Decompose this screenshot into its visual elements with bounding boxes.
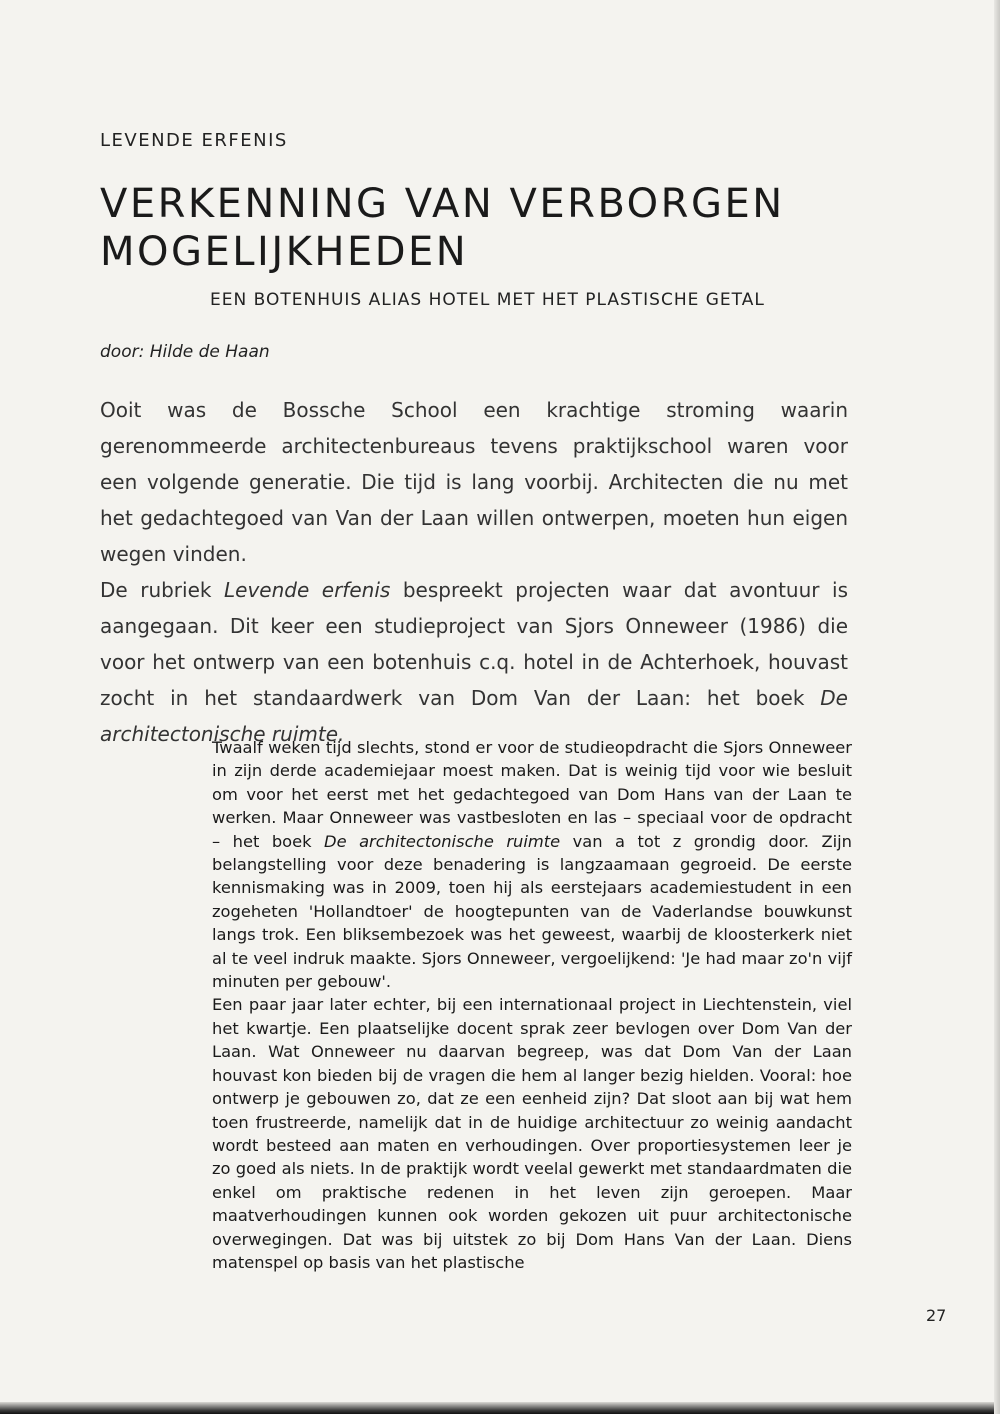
body-p1-text-a: Twaalf weken tijd slechts, stond er voor de studieopdracht die Sjors Onneweer in zijn derde academiejaar moest maken. Dat is weinig tijd voor wie besluit om voor het eerst met het gedachtegoed van Dom Hans van der Laan te werken. Maar Onneweer was vastbesloten en las – speciaal voor de opdracht – het boek (212, 738, 852, 851)
body-text (212, 736, 852, 1274)
intro-p2-italic-2: De architectonische ruimte. (100, 686, 848, 746)
body-p1-text-b: van a tot z grondig door. Zijn belangstelling voor deze benadering is langzaamaan gegroeid. De eerste kennismaking was in 2009, toen hij als eerstejaars academiestudent in een zogeheten 'Hollandtoer' de hoogtepunten van de Vaderlandse bouwkunst langs trok. Een bliksembezoek was het geweest, waarbij de kloosterkerk niet al te veel indruk maakte. Sjors Onneweer, vergoelijkend: 'Je had maar zo'n vijf minuten per gebouw'. (212, 831, 852, 992)
body-p1-italic: De architectonische ruimte (324, 831, 561, 851)
scan-bottom-edge (0, 1402, 1000, 1414)
intro-paragraph-1: Ooit was de Bossche School een krachtige stroming waarin gerenommeerde architectenbureaus tevens praktijkschool waren voor een volgende generatie. Die tijd is lang voorbij. Architecten die nu met het gedachtegoed van Van der Laan willen ontwerpen, moeten hun eigen wegen vinden. (100, 398, 848, 566)
intro-p2-text-a: De rubriek (100, 578, 224, 602)
article-title (100, 180, 900, 276)
scan-right-edge (994, 0, 1000, 1414)
title-line-2: MOGELIJKHEDEN (100, 229, 469, 275)
body-paragraph-1 (212, 736, 852, 993)
intro-p2-italic-1: Levende erfenis (224, 578, 391, 602)
intro-paragraph-2 (100, 572, 848, 752)
section-label: LEVENDE ERFENIS (100, 130, 288, 151)
body-paragraph-2: Een paar jaar later echter, bij een internationaal project in Liechtenstein, viel het kwartje. Een plaatselijke docent sprak zeer bevlogen over Dom Van der Laan. Wat Onneweer nu daarvan begreep, was dat Dom Van der Laan houvast kon bieden bij de vragen die hem al langer bezig hielden. Vooral: hoe ontwerp je gebouwen zo, dat ze een eenheid zijn? Dat sloot aan bij wat hem toen frustreerde, namelijk dat in de huidige architectuur zo weinig aandacht wordt besteed aan maten en verhoudingen. Over proportiesystemen leer je zo goed als niets. In de praktijk wordt veelal gewerkt met standaardmaten die enkel om praktische redenen in het leven zijn geroepen. Maar maatverhoudingen kunnen ook worden gekozen uit puur architectonische overwegingen. Dat was bij uitstek zo bij Dom Hans Van der Laan. Diens matenspel op basis van het plastische (212, 995, 852, 1272)
byline: door: Hilde de Haan (100, 342, 270, 362)
intro-p2-text-b: bespreekt projecten waar dat avontuur is aangegaan. Dit keer een studieproject van Sjors Onneweer (1986) die voor het ontwerp van een botenhuis c.q. hotel in de Achterhoek, houvast zocht in het standaardwerk van Dom Van der Laan: het boek (100, 578, 848, 710)
article-subtitle: EEN BOTENHUIS ALIAS HOTEL MET HET PLASTISCHE GETAL (210, 290, 765, 310)
title-line-1: VERKENNING VAN VERBORGEN (100, 181, 785, 227)
intro-text (100, 392, 848, 752)
page-number: 27 (926, 1306, 947, 1325)
